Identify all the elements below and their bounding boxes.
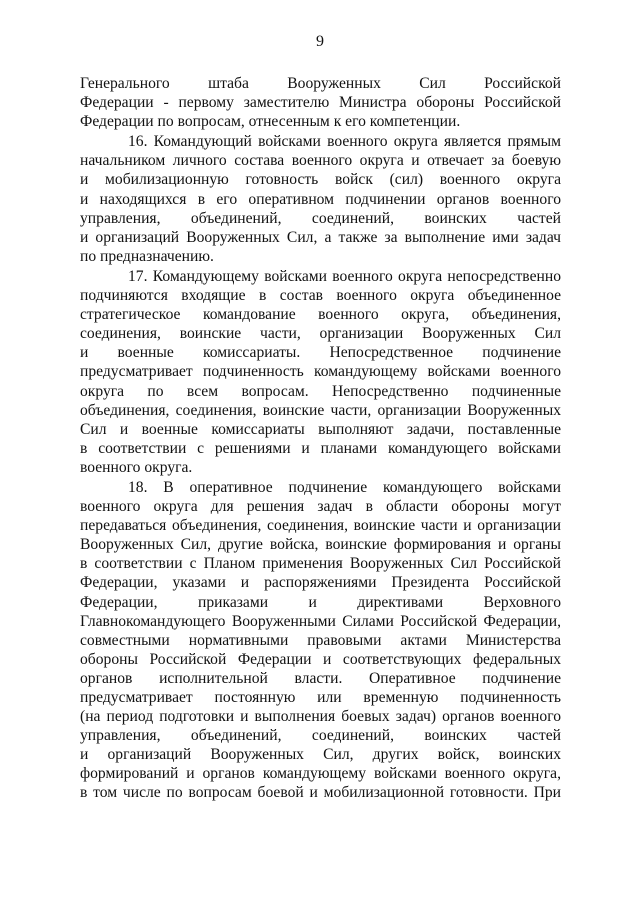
text-line: и организаций Вооруженных Сил, других войск, воинских xyxy=(80,746,561,764)
text-line: Федерации по вопросам, отнесенным к его компетенции. xyxy=(80,113,461,131)
text-line: начальником личного состава военного округа и отвечает за боевую xyxy=(80,152,561,170)
text-line: Генерального штаба Вооруженных Сил Российской xyxy=(80,75,561,92)
text-line: формирований и органов командующему войсками военного округа, xyxy=(80,765,561,783)
text-line: совместными нормативными правовыми актами Министерства xyxy=(80,631,561,649)
document-body xyxy=(80,74,561,803)
text-line: в соответствии с решениями и планами командующего войсками xyxy=(80,439,561,457)
text-line: Федерации, приказами и директивами Верховного xyxy=(80,593,561,611)
text-line: и военные комиссариаты. Непосредственное подчинение xyxy=(80,344,561,362)
text-line: объединения, соединения, воинские части, организации Вооруженных xyxy=(80,401,561,419)
text-line: 16. Командующий войсками военного округа является прямым xyxy=(128,133,561,151)
text-line: 18. В оперативное подчинение командующего войсками xyxy=(128,478,561,496)
text-line: округа по всем вопросам. Непосредственно подчиненные xyxy=(80,382,561,400)
text-line: и мобилизационную готовность войск (сил) военного округа xyxy=(80,171,561,189)
text-line: Сил и военные комиссариаты выполняют задачи, поставленные xyxy=(80,420,561,438)
text-line: соединения, воинские части, организации Вооруженных Сил xyxy=(80,325,561,343)
text-line: подчиняются входящие в состав военного округа объединенное xyxy=(80,287,561,305)
text-line: Федерации - первому заместителю Министра обороны Российской xyxy=(80,94,561,112)
text-line: предусматривает постоянную или временную подчиненность xyxy=(80,689,561,706)
text-line: в том числе по вопросам боевой и мобилизационной готовности. При xyxy=(80,784,561,802)
text-line: Вооруженных Сил, другие войска, воинские формирования и органы xyxy=(80,536,561,554)
text-line: предусматривает подчиненность командующему войсками военного xyxy=(80,363,561,381)
text-line: по предназначению. xyxy=(80,247,214,265)
text-line: управления, объединений, соединений, воинских частей xyxy=(80,727,561,745)
text-line: военного округа. xyxy=(80,458,193,476)
text-line: военного округа для решения задач в области обороны могут xyxy=(80,498,561,516)
text-line: органов исполнительной власти. Оперативное подчинение xyxy=(80,669,561,687)
text-line: передаваться объединения, соединения, воинские части и организации xyxy=(80,517,561,535)
text-line: управления, объединений, соединений, воинских частей xyxy=(80,209,561,227)
text-line: стратегическое командование военного округа, объединения, xyxy=(80,306,561,324)
text-line: и находящихся в его оперативном подчинении органов военного xyxy=(80,190,561,208)
text-line: 17. Командующему войсками военного округа непосредственно xyxy=(128,267,561,285)
text-line: и организаций Вооруженных Сил, а также за выполнение ими задач xyxy=(80,228,561,246)
text-line: Главнокомандующего Вооруженными Силами Российской Федерации, xyxy=(80,612,561,630)
text-line: в соответствии с Планом применения Вооруженных Сил Российской xyxy=(80,555,561,573)
page-number: 9 xyxy=(316,33,324,50)
text-line: обороны Российской Федерации и соответствующих федеральных xyxy=(80,650,561,668)
text-line: (на период подготовки и выполнения боевых задач) органов военного xyxy=(80,708,561,726)
text-line: Федерации, указами и распоряжениями Президента Российской xyxy=(80,574,561,592)
